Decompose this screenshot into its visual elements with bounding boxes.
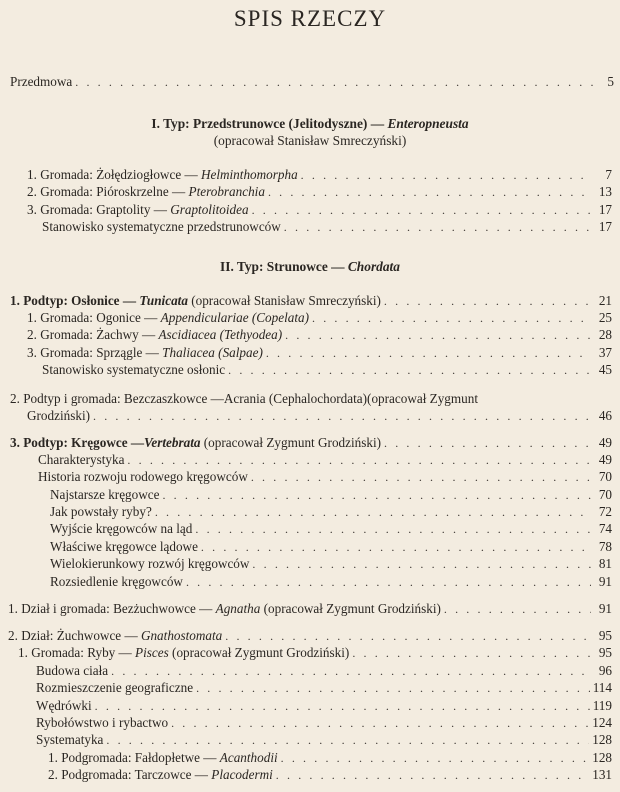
toc-entry: Wielokierunkowy rozwój kręgowców . . . 81 — [50, 555, 612, 573]
toc-entry: 2. Gromada: Żachwy — Ascidiacea (Tethyodea) . . . 28 — [27, 326, 612, 344]
toc-entry: Wędrówki . . . 119 — [36, 697, 612, 715]
section-heading-typ-1: I. Typ: Przedstrunowce (Jelitodyszne) — Enteropneusta — [151, 116, 469, 131]
toc-entry-podtyp-3: 3. Podtyp: Kręgowce —Vertebrata (opracował Zygmunt Grodziński) . . . 49 — [10, 434, 612, 452]
toc-entry-podtyp-2: 2. Podtyp i gromada: Bezczaszkowce — Acrania (Cephalochordata) (opracował Zygmunt — [10, 391, 479, 406]
toc-entry: Historia rozwoju rodowego kręgowców . . . 70 — [38, 468, 612, 486]
toc-entry: Stanowisko systematyczne przedstrunowców . . . 17 — [42, 218, 612, 236]
toc-entry: Wyjście kręgowców na ląd . . . 74 — [50, 520, 612, 538]
toc-entry: Systematyka . . . 128 — [36, 731, 612, 749]
toc-entry: Najstarsze kręgowce . . . 70 — [50, 486, 612, 504]
toc-entry: Jak powstały ryby? . . . 72 — [50, 503, 612, 521]
toc-entry: Budowa ciała . . . 96 — [36, 662, 612, 680]
toc-entry: 2. Podgromada: Tarczowce — Placodermi . . . 131 — [48, 766, 612, 784]
toc-entry: Charakterystyka . . . 49 — [38, 451, 612, 469]
entry-page: 5 — [607, 74, 614, 89]
section-author-typ-1: (opracował Stanisław Smreczyński) — [213, 133, 407, 148]
toc-entry: Stanowisko systematyczne osłonic . . . 45 — [42, 361, 612, 379]
entry-label: Przedmowa — [10, 74, 73, 89]
toc-entry-podtyp-2-cont: Grodziński) . . . 46 — [27, 407, 612, 425]
toc-entry: Rybołówstwo i rybactwo . . . 124 — [36, 714, 612, 732]
section-heading-typ-2: II. Typ: Strunowce — Chordata — [220, 259, 400, 274]
toc-entry: 2. Gromada: Pióroskrzelne — Pterobranchia . . . 13 — [27, 183, 612, 201]
page-title: SPIS RZECZY — [233, 6, 387, 31]
toc-entry: 3. Gromada: Sprzągle — Thaliacea (Salpae) . . . 37 — [27, 344, 612, 362]
leader-dots — [75, 74, 593, 91]
toc-entry: 1. Gromada: Ryby — Pisces (opracował Zygmunt Grodziński) . . . 95 — [18, 644, 612, 662]
toc-entry-podtyp-1: 1. Podtyp: Osłonice — Tunicata (opracował Stanisław Smreczyński) . . . 21 — [10, 292, 612, 310]
toc-entry: Rozmieszczenie geograficzne . . . 114 — [36, 679, 612, 697]
toc-entry: 1. Gromada: Ogonice — Appendiculariae (Copelata) . . . 25 — [27, 309, 612, 327]
toc-entry-dzial-2: 2. Dział: Żuchwowce — Gnathostomata . . . 95 — [8, 627, 612, 645]
toc-entry: Rozsiedlenie kręgowców . . . 91 — [50, 573, 612, 591]
toc-entry-przedmowa — [10, 73, 614, 91]
toc-entry: Właściwe kręgowce lądowe . . . 78 — [50, 538, 612, 556]
toc-entry: 1. Gromada: Żołędziogłowce — Helminthomorpha . . . 7 — [27, 166, 612, 184]
toc-entry: 3. Gromada: Graptolity — Graptolitoidea . . . 17 — [27, 201, 612, 219]
toc-entry-dzial-1: 1. Dział i gromada: Bezżuchwowce — Agnatha (opracował Zygmunt Grodziński) . . . 91 — [8, 600, 612, 618]
toc-entry: 1. Podgromada: Fałdopłetwe — Acanthodii . . . 128 — [48, 749, 612, 767]
